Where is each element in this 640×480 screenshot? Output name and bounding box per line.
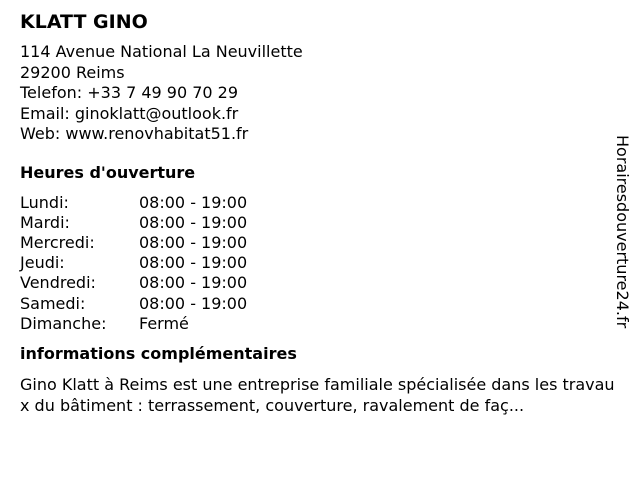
opening-hours-table	[20, 193, 610, 334]
website-text: Web: www.renovhabitat51.fr	[20, 124, 249, 143]
business-description: Gino Klatt à Reims est une entreprise familiale spécialisée dans les travaux du bâtiment : terrassement, couverture, ravalement de faç...	[20, 374, 615, 415]
hours-row-thursday	[20, 253, 610, 273]
hours-row-tuesday	[20, 213, 610, 233]
time-range: Fermé	[139, 313, 189, 333]
time-range: 08:00 - 19:00	[139, 212, 248, 232]
day-label: Lundi:	[20, 192, 69, 212]
site-watermark: Horairesdouverture24.fr	[613, 135, 632, 329]
day-label: Mardi:	[20, 212, 70, 232]
email-text: Email: ginoklatt@outlook.fr	[20, 103, 239, 123]
hours-row-sunday	[20, 314, 610, 334]
day-label: Vendredi:	[20, 273, 96, 293]
address-city: 29200 Reims	[20, 62, 125, 82]
opening-hours-title: Heures d'ouverture	[20, 162, 196, 182]
time-range: 08:00 - 19:00	[139, 293, 248, 313]
day-label: Mercredi:	[20, 232, 95, 252]
time-range: 08:00 - 19:00	[139, 273, 248, 293]
hours-row-monday	[20, 193, 610, 213]
hours-row-saturday	[20, 294, 610, 314]
address-street: 114 Avenue National La Neuvillette	[20, 42, 303, 61]
day-label: Jeudi:	[20, 253, 65, 273]
business-card	[20, 10, 615, 416]
additional-info-title: informations complémentaires	[20, 343, 297, 363]
day-label: Samedi:	[20, 293, 86, 313]
time-range: 08:00 - 19:00	[139, 192, 248, 212]
day-label: Dimanche:	[20, 313, 107, 333]
hours-row-friday	[20, 273, 610, 293]
time-range: 08:00 - 19:00	[139, 232, 248, 252]
time-range: 08:00 - 19:00	[139, 253, 248, 273]
phone-text: Telefon: +33 7 49 90 70 29	[20, 83, 239, 102]
business-name: KLATT GINO	[20, 11, 148, 33]
hours-row-wednesday	[20, 233, 610, 253]
